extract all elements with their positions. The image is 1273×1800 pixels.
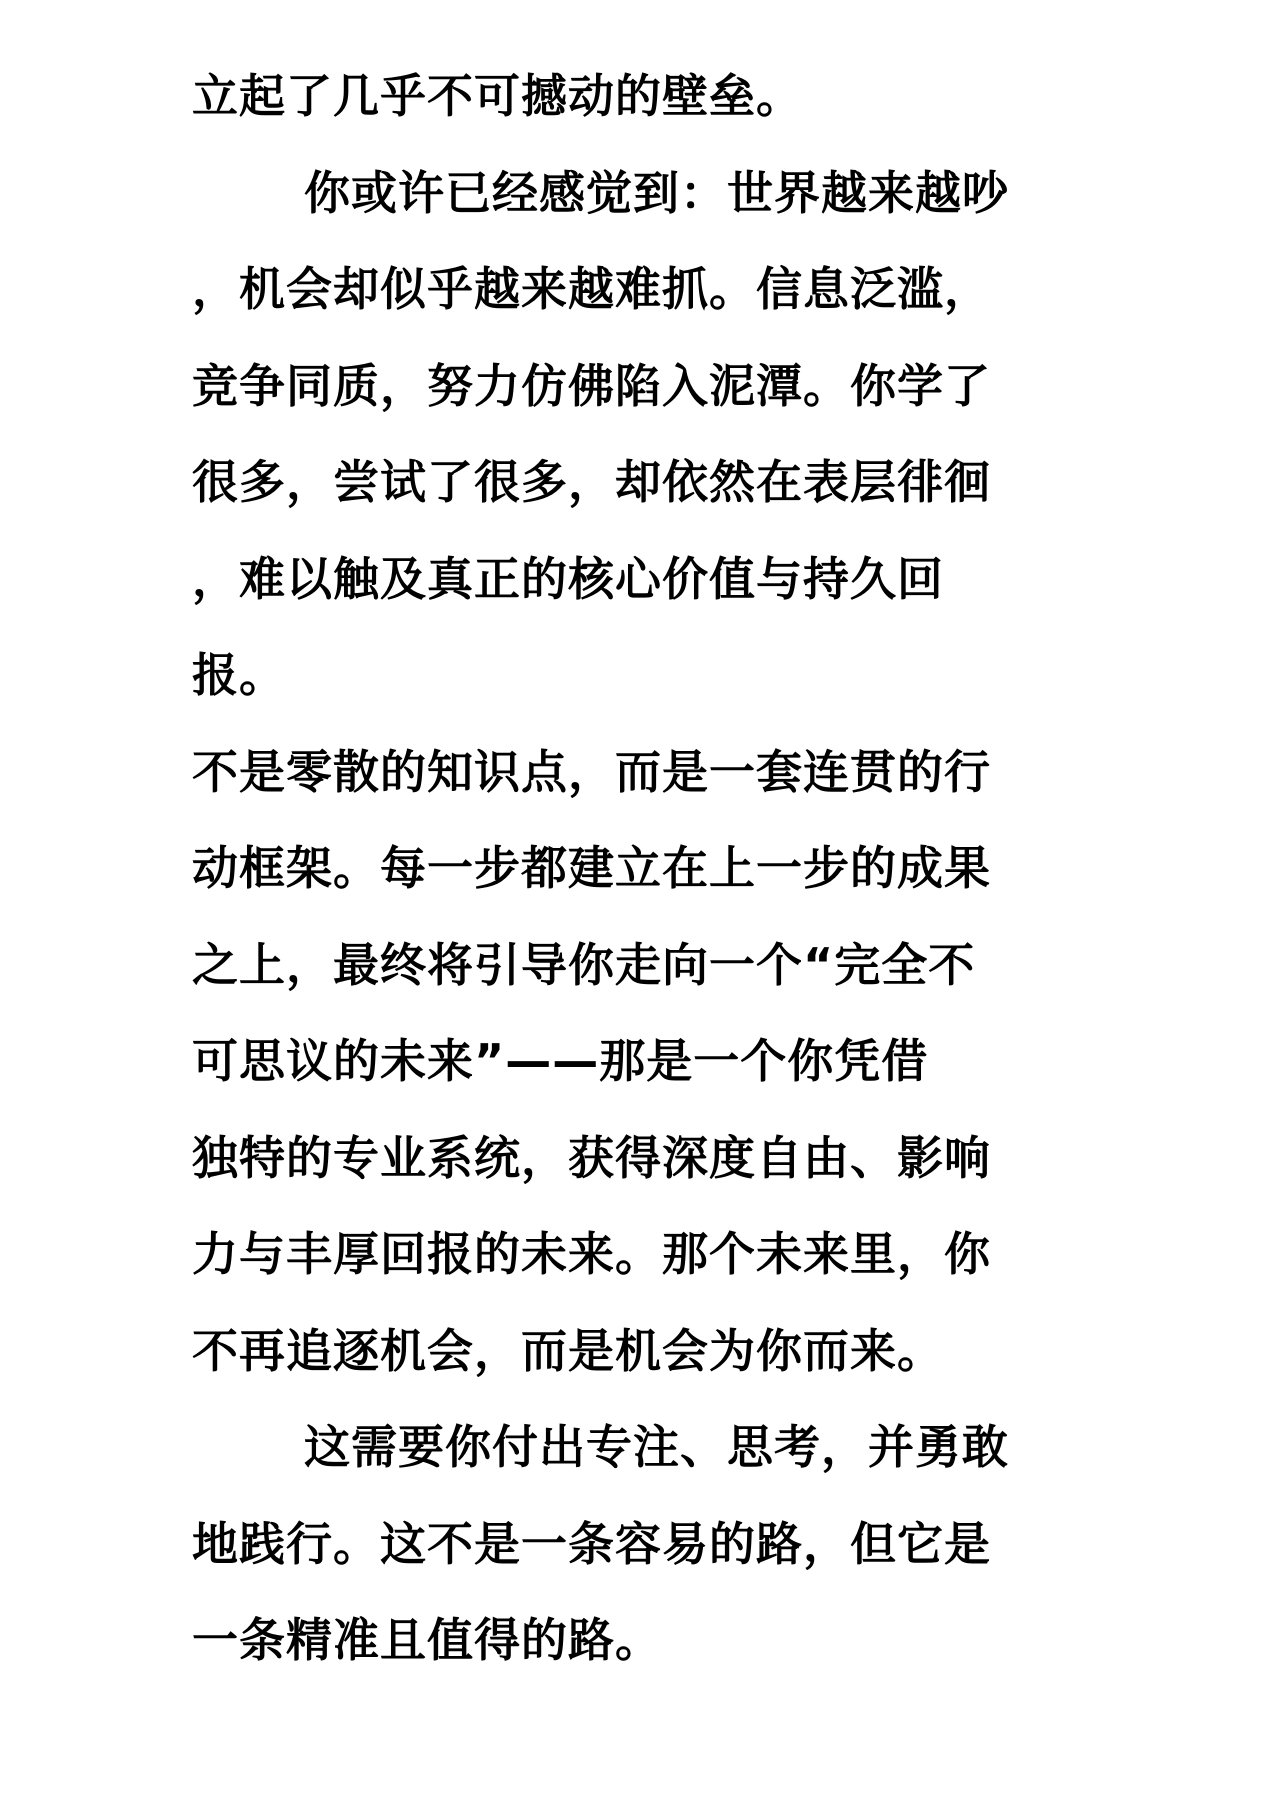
text-line: 一条精准且值得的路。 [192,1613,662,1667]
text-line: 不是零散的知识点，而是一套连贯的行 [192,744,991,799]
text-line: 可思议的未来”——那是一个你凭借 [192,1034,929,1088]
text-line: 之上，最终将引导你走向一个“完全不 [192,937,976,992]
text-line: 很多，尝试了很多，却依然在表层徘徊 [192,455,991,509]
text-line: ，机会却似乎越来越难抓。信息泛滥， [192,262,991,316]
text-line: 动框架。每一步都建立在上一步的成果 [192,841,991,895]
body-text [192,48,1112,1689]
text-line: 独特的专业系统，获得深度自由、影响 [192,1130,991,1185]
text-line: 竞争同质，努力仿佛陷入泥潭。你学了 [192,358,991,413]
text-line: 力与丰厚回报的未来。那个未来里，你 [192,1227,991,1281]
text-line: ，难以触及真正的核心价值与持久回 [192,551,944,606]
text-line: 报。 [192,648,286,702]
text-line: 立起了几乎不可撼动的壁垒。 [192,69,803,123]
text-line: 你或许已经感觉到：世界越来越吵 [304,165,1009,220]
text-line: 这需要你付出专注、思考，并勇敢 [304,1420,1009,1474]
text-line: 地践行。这不是一条容易的路，但它是 [192,1516,991,1571]
text-line: 不再追逐机会，而是机会为你而来。 [192,1323,944,1378]
